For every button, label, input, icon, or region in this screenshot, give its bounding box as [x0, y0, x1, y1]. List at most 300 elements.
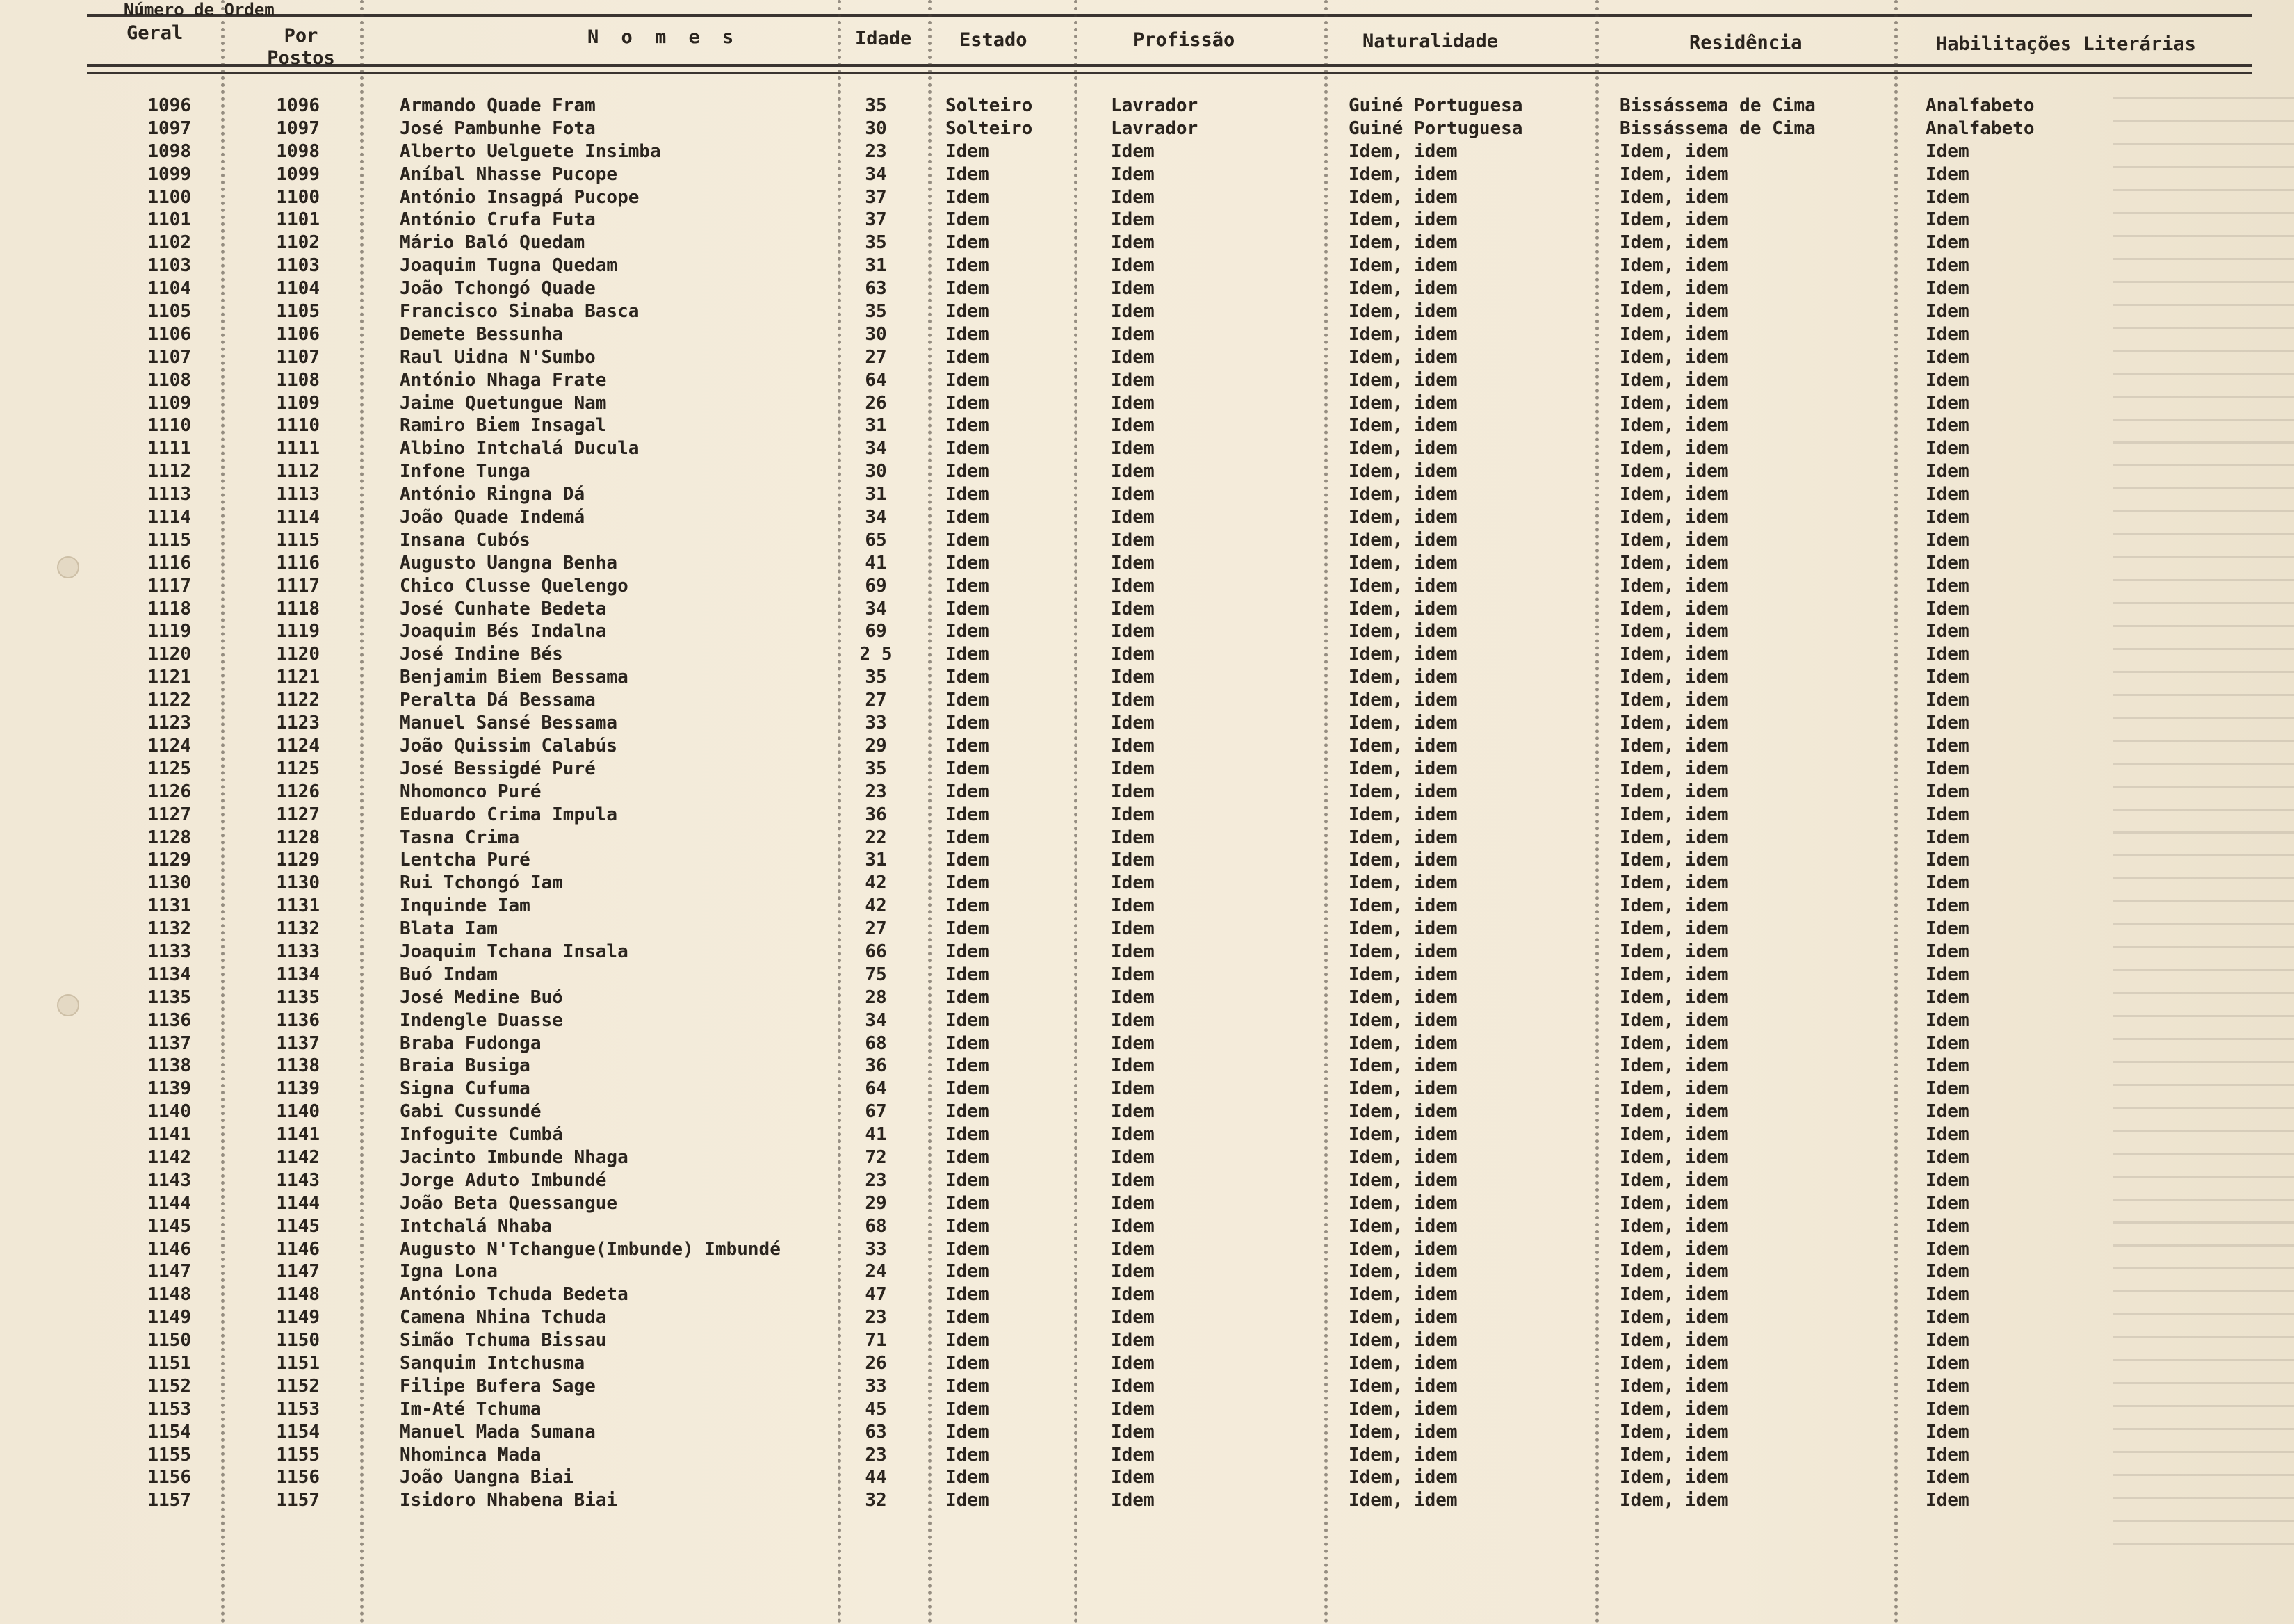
cell-estado: Idem — [945, 735, 989, 756]
cell-geral: 1137 — [147, 1032, 191, 1054]
cell-nome: Joaquim Tugna Quedam — [400, 255, 618, 277]
cell-postos: 1128 — [276, 827, 320, 848]
cell-res: Idem, idem — [1620, 186, 1729, 208]
table-row — [0, 987, 2294, 1010]
table-row — [0, 232, 2294, 255]
cell-nat: Idem, idem — [1349, 1307, 1458, 1329]
cell-geral: 1103 — [147, 255, 191, 277]
cell-prof: Idem — [1111, 598, 1155, 619]
cell-res: Idem, idem — [1620, 552, 1729, 574]
cell-prof: Idem — [1111, 713, 1155, 734]
table-row — [0, 1261, 2294, 1284]
cell-nat: Idem, idem — [1349, 232, 1458, 254]
cell-res: Idem, idem — [1620, 209, 1729, 231]
cell-postos: 1132 — [276, 918, 320, 940]
cell-postos: 1098 — [276, 140, 320, 162]
cell-geral: 1100 — [147, 186, 191, 208]
cell-postos: 1135 — [276, 986, 320, 1008]
cell-res: Idem, idem — [1620, 713, 1729, 734]
cell-nome: António Tchuda Bedeta — [400, 1284, 628, 1306]
table-row — [0, 370, 2294, 393]
cell-postos: 1110 — [276, 415, 320, 437]
cell-idade: 42 — [865, 872, 887, 894]
cell-estado: Idem — [945, 690, 989, 711]
cell-hab: Idem — [1926, 713, 1969, 734]
cell-hab: Idem — [1926, 301, 1969, 323]
table-row — [0, 644, 2294, 667]
cell-idade: 35 — [865, 758, 887, 779]
cell-nat: Idem, idem — [1349, 872, 1458, 894]
cell-estado: Idem — [945, 895, 989, 917]
cell-prof: Idem — [1111, 1215, 1155, 1237]
cell-geral: 1149 — [147, 1307, 191, 1329]
cell-nat: Idem, idem — [1349, 415, 1458, 437]
cell-hab: Idem — [1926, 1398, 1969, 1420]
cell-prof: Idem — [1111, 1444, 1155, 1465]
cell-prof: Idem — [1111, 1307, 1155, 1329]
cell-geral: 1127 — [147, 804, 191, 825]
cell-hab: Idem — [1926, 1215, 1969, 1237]
cell-idade: 72 — [865, 1146, 887, 1168]
cell-geral: 1125 — [147, 758, 191, 779]
cell-idade: 37 — [865, 186, 887, 208]
cell-res: Idem, idem — [1620, 1261, 1729, 1283]
cell-hab: Idem — [1926, 438, 1969, 460]
cell-nome: José Indine Bés — [400, 644, 563, 665]
cell-hab: Idem — [1926, 918, 1969, 940]
table-row — [0, 507, 2294, 530]
cell-nome: Infoguite Cumbá — [400, 1124, 563, 1146]
cell-res: Idem, idem — [1620, 1444, 1729, 1465]
cell-hab: Idem — [1926, 1032, 1969, 1054]
cell-geral: 1126 — [147, 781, 191, 802]
cell-idade: 26 — [865, 392, 887, 414]
cell-idade: 23 — [865, 140, 887, 162]
cell-geral: 1112 — [147, 461, 191, 482]
cell-nome: Chico Clusse Quelengo — [400, 575, 628, 596]
cell-geral: 1136 — [147, 1009, 191, 1031]
table-row — [0, 827, 2294, 850]
cell-estado: Idem — [945, 1238, 989, 1260]
cell-hab: Idem — [1926, 1330, 1969, 1351]
cell-estado: Idem — [945, 278, 989, 300]
cell-postos: 1142 — [276, 1146, 320, 1168]
cell-prof: Idem — [1111, 690, 1155, 711]
cell-nat: Idem, idem — [1349, 278, 1458, 300]
cell-postos: 1154 — [276, 1421, 320, 1443]
cell-idade: 35 — [865, 667, 887, 688]
cell-res: Idem, idem — [1620, 301, 1729, 323]
cell-nome: Demete Bessunha — [400, 323, 563, 345]
cell-res: Idem, idem — [1620, 575, 1729, 596]
cell-nat: Idem, idem — [1349, 1490, 1458, 1511]
table-row — [0, 347, 2294, 370]
cell-postos: 1109 — [276, 392, 320, 414]
facing-page-bleedthrough — [2113, 97, 2294, 1557]
cell-geral: 1143 — [147, 1169, 191, 1191]
cell-geral: 1146 — [147, 1238, 191, 1260]
cell-hab: Idem — [1926, 209, 1969, 231]
cell-prof: Idem — [1111, 163, 1155, 185]
cell-postos: 1155 — [276, 1444, 320, 1465]
cell-hab: Idem — [1926, 484, 1969, 505]
table-row — [0, 1422, 2294, 1445]
cell-estado: Idem — [945, 461, 989, 482]
cell-idade: 33 — [865, 1238, 887, 1260]
cell-nat: Idem, idem — [1349, 301, 1458, 323]
cell-idade: 33 — [865, 1375, 887, 1397]
cell-res: Idem, idem — [1620, 1192, 1729, 1214]
cell-hab: Idem — [1926, 1101, 1969, 1123]
cell-idade: 31 — [865, 484, 887, 505]
cell-res: Idem, idem — [1620, 278, 1729, 300]
cell-res: Idem, idem — [1620, 255, 1729, 277]
cell-estado: Idem — [945, 140, 989, 162]
cell-prof: Idem — [1111, 1078, 1155, 1100]
cell-nat: Idem, idem — [1349, 1078, 1458, 1100]
cell-estado: Idem — [945, 644, 989, 665]
cell-postos: 1157 — [276, 1490, 320, 1511]
cell-postos: 1111 — [276, 438, 320, 460]
cell-hab: Idem — [1926, 1352, 1969, 1374]
cell-geral: 1147 — [147, 1261, 191, 1283]
table-row — [0, 1193, 2294, 1216]
cell-nat: Idem, idem — [1349, 552, 1458, 574]
cell-nome: Rui Tchongó Iam — [400, 872, 563, 894]
cell-geral: 1124 — [147, 735, 191, 756]
cell-estado: Idem — [945, 346, 989, 368]
cell-nome: Jorge Aduto Imbundé — [400, 1169, 607, 1191]
cell-estado: Idem — [945, 621, 989, 642]
cell-idade: 23 — [865, 1444, 887, 1465]
cell-nat: Guiné Portuguesa — [1349, 117, 1523, 139]
cell-estado: Idem — [945, 758, 989, 779]
cell-nat: Idem, idem — [1349, 1032, 1458, 1054]
cell-prof: Idem — [1111, 461, 1155, 482]
cell-prof: Idem — [1111, 1261, 1155, 1283]
cell-hab: Idem — [1926, 872, 1969, 894]
cell-prof: Idem — [1111, 1398, 1155, 1420]
cell-nome: Francisco Sinaba Basca — [400, 301, 640, 323]
cell-postos: 1105 — [276, 301, 320, 323]
cell-geral: 1107 — [147, 346, 191, 368]
cell-nat: Idem, idem — [1349, 895, 1458, 917]
cell-nat: Idem, idem — [1349, 163, 1458, 185]
cell-hab: Idem — [1926, 804, 1969, 825]
cell-hab: Idem — [1926, 1261, 1969, 1283]
cell-nome: Filipe Bufera Sage — [400, 1375, 596, 1397]
table-row — [0, 461, 2294, 484]
cell-postos: 1106 — [276, 323, 320, 345]
cell-geral: 1130 — [147, 872, 191, 894]
cell-estado: Idem — [945, 484, 989, 505]
table-row — [0, 1490, 2294, 1513]
cell-prof: Idem — [1111, 1169, 1155, 1191]
cell-hab: Idem — [1926, 1009, 1969, 1031]
table-row — [0, 1147, 2294, 1170]
cell-nat: Idem, idem — [1349, 690, 1458, 711]
cell-postos: 1102 — [276, 232, 320, 254]
cell-res: Idem, idem — [1620, 323, 1729, 345]
cell-nome: Aníbal Nhasse Pucope — [400, 163, 618, 185]
cell-postos: 1113 — [276, 484, 320, 505]
cell-geral: 1097 — [147, 117, 191, 139]
cell-hab: Idem — [1926, 964, 1969, 985]
cell-res: Idem, idem — [1620, 1307, 1729, 1329]
table-row — [0, 530, 2294, 553]
cell-res: Idem, idem — [1620, 507, 1729, 528]
cell-geral: 1139 — [147, 1078, 191, 1100]
cell-postos: 1152 — [276, 1375, 320, 1397]
cell-nome: Manuel Sansé Bessama — [400, 713, 618, 734]
cell-estado: Idem — [945, 1398, 989, 1420]
cell-geral: 1145 — [147, 1215, 191, 1237]
cell-nat: Idem, idem — [1349, 484, 1458, 505]
cell-nat: Idem, idem — [1349, 1352, 1458, 1374]
cell-hab: Idem — [1926, 255, 1969, 277]
cell-prof: Idem — [1111, 1421, 1155, 1443]
cell-geral: 1141 — [147, 1124, 191, 1146]
cell-res: Idem, idem — [1620, 895, 1729, 917]
table-row — [0, 209, 2294, 232]
cell-postos: 1100 — [276, 186, 320, 208]
cell-geral: 1119 — [147, 621, 191, 642]
cell-geral: 1152 — [147, 1375, 191, 1397]
cell-geral: 1150 — [147, 1330, 191, 1351]
cell-prof: Idem — [1111, 392, 1155, 414]
cell-nat: Idem, idem — [1349, 918, 1458, 940]
cell-postos: 1146 — [276, 1238, 320, 1260]
cell-geral: 1140 — [147, 1101, 191, 1123]
cell-res: Idem, idem — [1620, 1421, 1729, 1443]
cell-estado: Idem — [945, 209, 989, 231]
cell-nome: Jaime Quetungue Nam — [400, 392, 607, 414]
cell-nat: Idem, idem — [1349, 529, 1458, 551]
punch-hole — [57, 556, 79, 578]
cell-postos: 1149 — [276, 1307, 320, 1329]
cell-res: Idem, idem — [1620, 758, 1729, 779]
cell-geral: 1102 — [147, 232, 191, 254]
cell-geral: 1154 — [147, 1421, 191, 1443]
cell-hab: Idem — [1926, 941, 1969, 962]
cell-nome: Braba Fudonga — [400, 1032, 542, 1054]
cell-prof: Idem — [1111, 255, 1155, 277]
cell-postos: 1099 — [276, 163, 320, 185]
cell-idade: 44 — [865, 1467, 887, 1488]
cell-nat: Idem, idem — [1349, 507, 1458, 528]
cell-hab: Idem — [1926, 850, 1969, 871]
cell-prof: Idem — [1111, 140, 1155, 162]
cell-res: Idem, idem — [1620, 232, 1729, 254]
table-row — [0, 1467, 2294, 1490]
cell-res: Idem, idem — [1620, 484, 1729, 505]
cell-res: Idem, idem — [1620, 1375, 1729, 1397]
cell-nome: Joaquim Tchana Insala — [400, 941, 628, 962]
cell-geral: 1133 — [147, 941, 191, 962]
cell-estado: Idem — [945, 1055, 989, 1077]
cell-res: Idem, idem — [1620, 392, 1729, 414]
cell-nome: Peralta Dá Bessama — [400, 690, 596, 711]
cell-res: Idem, idem — [1620, 346, 1729, 368]
cell-hab: Idem — [1926, 1055, 1969, 1077]
table-row — [0, 895, 2294, 918]
cell-res: Idem, idem — [1620, 644, 1729, 665]
cell-geral: 1096 — [147, 95, 191, 116]
header-idade: Idade — [855, 28, 912, 49]
cell-prof: Idem — [1111, 1238, 1155, 1260]
cell-res: Idem, idem — [1620, 621, 1729, 642]
cell-geral: 1155 — [147, 1444, 191, 1465]
cell-hab: Idem — [1926, 598, 1969, 619]
header-estado: Estado — [959, 29, 1027, 51]
cell-nat: Idem, idem — [1349, 438, 1458, 460]
table-row — [0, 736, 2294, 758]
cell-estado: Idem — [945, 529, 989, 551]
cell-idade: 34 — [865, 1009, 887, 1031]
cell-postos: 1101 — [276, 209, 320, 231]
cell-estado: Idem — [945, 1261, 989, 1283]
table-row — [0, 1307, 2294, 1330]
cell-prof: Idem — [1111, 438, 1155, 460]
cell-prof: Idem — [1111, 781, 1155, 802]
cell-nat: Idem, idem — [1349, 461, 1458, 482]
cell-hab: Idem — [1926, 1375, 1969, 1397]
cell-idade: 2 5 — [859, 644, 893, 665]
cell-prof: Idem — [1111, 346, 1155, 368]
cell-postos: 1130 — [276, 872, 320, 894]
cell-idade: 23 — [865, 1169, 887, 1191]
cell-estado: Idem — [945, 941, 989, 962]
cell-hab: Idem — [1926, 690, 1969, 711]
cell-estado: Idem — [945, 1215, 989, 1237]
cell-nome: José Medine Buó — [400, 986, 563, 1008]
cell-prof: Idem — [1111, 850, 1155, 871]
cell-estado: Idem — [945, 1124, 989, 1146]
cell-postos: 1117 — [276, 575, 320, 596]
cell-geral: 1134 — [147, 964, 191, 985]
cell-nome: Jacinto Imbunde Nhaga — [400, 1146, 628, 1168]
cell-nome: Indengle Duasse — [400, 1009, 563, 1031]
table-row — [0, 141, 2294, 164]
cell-res: Idem, idem — [1620, 1032, 1729, 1054]
cell-nome: Intchalá Nhaba — [400, 1215, 553, 1237]
cell-idade: 36 — [865, 804, 887, 825]
cell-hab: Idem — [1926, 827, 1969, 848]
cell-nome: José Pambunhe Fota — [400, 117, 596, 139]
table-row — [0, 1445, 2294, 1468]
header-residencia: Residência — [1689, 32, 1803, 54]
cell-idade: 31 — [865, 255, 887, 277]
cell-res: Idem, idem — [1620, 461, 1729, 482]
table-row — [0, 667, 2294, 690]
cell-idade: 68 — [865, 1215, 887, 1237]
cell-hab: Idem — [1926, 1490, 1969, 1511]
table-row — [0, 1239, 2294, 1262]
cell-postos: 1112 — [276, 461, 320, 482]
cell-estado: Idem — [945, 667, 989, 688]
cell-res: Bissássema de Cima — [1620, 95, 1816, 116]
cell-nat: Idem, idem — [1349, 1101, 1458, 1123]
cell-res: Idem, idem — [1620, 1330, 1729, 1351]
cell-nat: Idem, idem — [1349, 1421, 1458, 1443]
cell-hab: Idem — [1926, 621, 1969, 642]
cell-nome: Braia Busiga — [400, 1055, 530, 1077]
cell-geral: 1104 — [147, 278, 191, 300]
cell-estado: Idem — [945, 438, 989, 460]
cell-geral: 1117 — [147, 575, 191, 596]
cell-nome: Sanquim Intchusma — [400, 1352, 585, 1374]
cell-geral: 1111 — [147, 438, 191, 460]
cell-hab: Idem — [1926, 529, 1969, 551]
cell-prof: Idem — [1111, 964, 1155, 985]
cell-estado: Idem — [945, 1101, 989, 1123]
cell-prof: Idem — [1111, 1032, 1155, 1054]
header-naturalidade: Naturalidade — [1362, 31, 1499, 52]
cell-estado: Idem — [945, 1169, 989, 1191]
cell-res: Idem, idem — [1620, 1101, 1729, 1123]
cell-postos: 1118 — [276, 598, 320, 619]
cell-nat: Idem, idem — [1349, 964, 1458, 985]
table-row — [0, 118, 2294, 141]
cell-idade: 34 — [865, 163, 887, 185]
header-profissao: Profissão — [1133, 29, 1235, 51]
cell-estado: Idem — [945, 369, 989, 391]
cell-nome: Alberto Uelguete Insimba — [400, 140, 661, 162]
cell-idade: 47 — [865, 1284, 887, 1306]
table-row — [0, 576, 2294, 599]
cell-nome: Lentcha Puré — [400, 850, 530, 871]
cell-prof: Idem — [1111, 1009, 1155, 1031]
cell-nat: Idem, idem — [1349, 804, 1458, 825]
cell-nome: João Quissim Calabús — [400, 735, 618, 756]
table-row — [0, 164, 2294, 187]
table-row — [0, 553, 2294, 576]
header-top-rule — [87, 14, 2252, 17]
cell-estado: Idem — [945, 1490, 989, 1511]
cell-prof: Idem — [1111, 1330, 1155, 1351]
cell-geral: 1116 — [147, 552, 191, 574]
cell-prof: Idem — [1111, 552, 1155, 574]
cell-prof: Idem — [1111, 895, 1155, 917]
cell-nat: Idem, idem — [1349, 735, 1458, 756]
table-row — [0, 1376, 2294, 1399]
cell-hab: Idem — [1926, 552, 1969, 574]
cell-estado: Idem — [945, 1078, 989, 1100]
cell-prof: Idem — [1111, 1101, 1155, 1123]
cell-nome: Nhominca Mada — [400, 1444, 542, 1465]
cell-geral: 1135 — [147, 986, 191, 1008]
cell-nome: Im-Até Tchuma — [400, 1398, 542, 1420]
cell-idade: 35 — [865, 301, 887, 323]
cell-res: Idem, idem — [1620, 827, 1729, 848]
cell-hab: Idem — [1926, 1238, 1969, 1260]
cell-prof: Idem — [1111, 941, 1155, 962]
cell-postos: 1143 — [276, 1169, 320, 1191]
cell-nat: Idem, idem — [1349, 827, 1458, 848]
cell-postos: 1150 — [276, 1330, 320, 1351]
cell-estado: Idem — [945, 415, 989, 437]
cell-geral: 1144 — [147, 1192, 191, 1214]
cell-prof: Idem — [1111, 1284, 1155, 1306]
cell-nat: Idem, idem — [1349, 644, 1458, 665]
cell-postos: 1139 — [276, 1078, 320, 1100]
cell-hab: Idem — [1926, 1307, 1969, 1329]
cell-hab: Idem — [1926, 415, 1969, 437]
cell-postos: 1131 — [276, 895, 320, 917]
cell-prof: Idem — [1111, 529, 1155, 551]
table-row — [0, 964, 2294, 987]
cell-geral: 1109 — [147, 392, 191, 414]
